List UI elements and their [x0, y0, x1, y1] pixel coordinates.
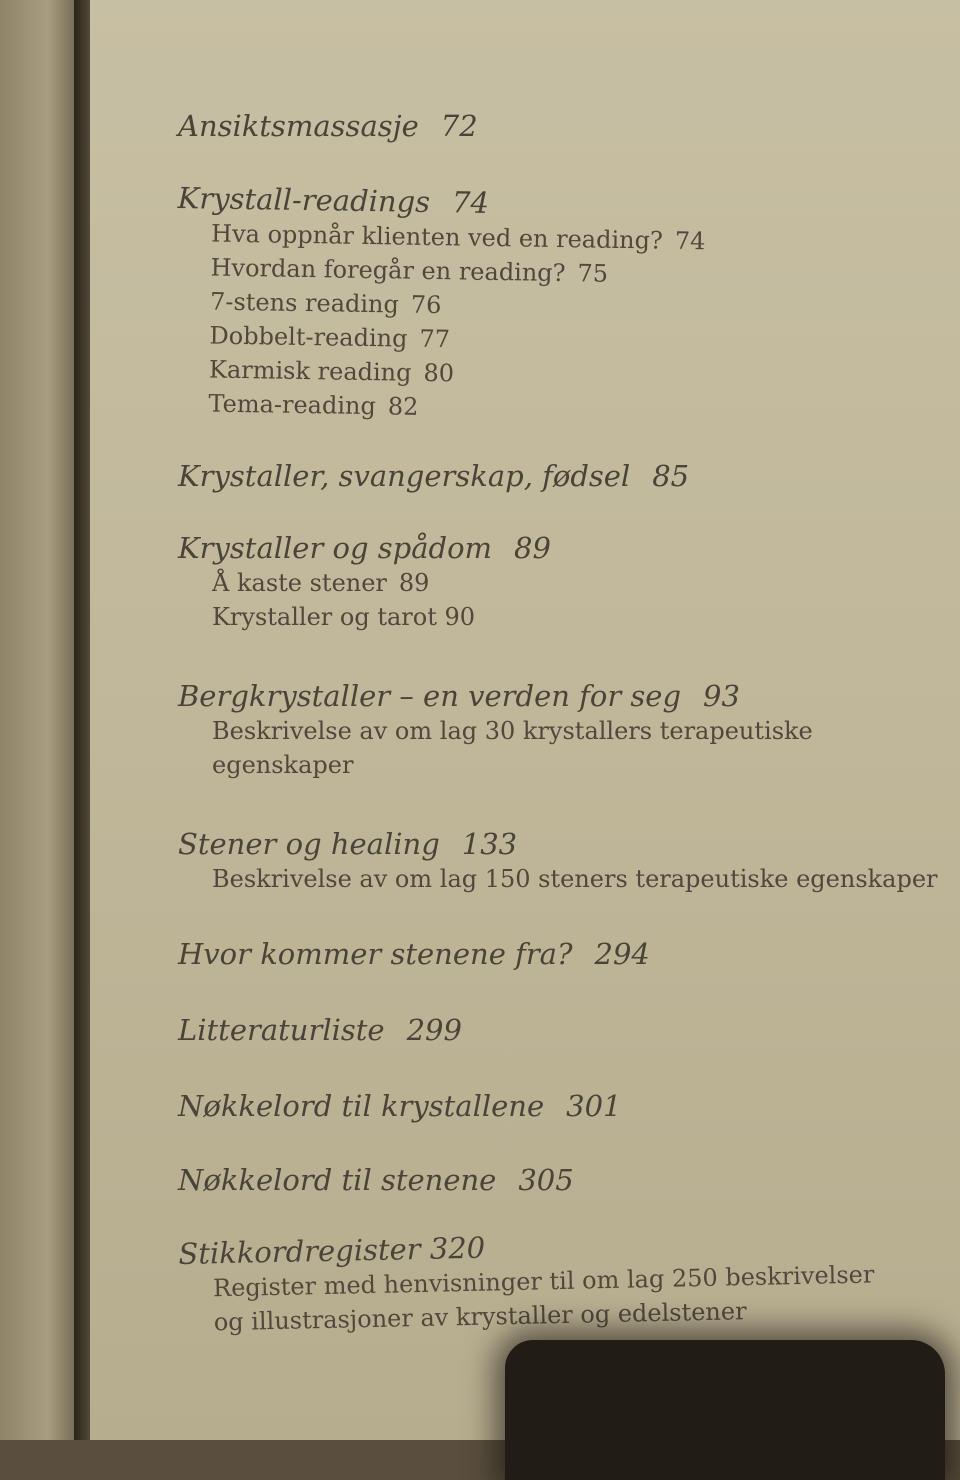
- toc-entry: [178, 530, 938, 634]
- toc-heading: [178, 678, 938, 714]
- heading-page: 305: [518, 1163, 574, 1197]
- toc-heading: [178, 530, 938, 566]
- toc-entry: [178, 1220, 940, 1340]
- heading-title: Krystaller og spådom: [178, 531, 493, 565]
- toc-entry: [174, 180, 938, 432]
- toc-heading: [178, 1012, 938, 1048]
- toc-entry: [178, 826, 938, 896]
- book-page: [90, 0, 960, 1440]
- heading-title: Nøkkelord til krystallene: [178, 1089, 545, 1123]
- left-page-edge: [0, 0, 80, 1440]
- toc-heading: [178, 936, 938, 972]
- toc-subentry: Beskrivelse av om lag 30 krystallers terapeutiske egenskaper: [212, 717, 813, 779]
- toc-subentry: Dobbelt-reading 77: [209, 321, 451, 354]
- toc-subentry: Tema-reading 82: [208, 389, 419, 421]
- toc-entry: [178, 458, 938, 494]
- heading-title: Stikkordregister 320: [178, 1230, 486, 1271]
- heading-page: 74: [451, 185, 490, 220]
- toc-heading: [178, 108, 938, 144]
- heading-title: Krystall-readings: [177, 180, 431, 219]
- heading-page: 93: [703, 679, 740, 713]
- toc-subentry: Register med henvisninger til om lag 250 beskrivelser og illustrasjoner av krystaller og edelstener: [212, 1260, 875, 1337]
- toc-heading: [178, 1088, 938, 1124]
- heading-page: 299: [406, 1013, 462, 1047]
- toc-entry: [178, 1088, 938, 1124]
- toc-subentry: Å kaste stener 89: [212, 569, 430, 597]
- toc-subentry: Krystaller og tarot 90: [212, 603, 476, 631]
- toc-subentry: Hva oppnår klienten ved en reading? 74: [210, 219, 706, 256]
- heading-page: 72: [440, 109, 478, 143]
- toc-entry: [178, 1162, 938, 1198]
- toc-heading: [178, 826, 938, 862]
- table-of-contents: [90, 0, 960, 1440]
- heading-page: 294: [594, 937, 650, 971]
- toc-entry: [178, 1012, 938, 1048]
- heading-title: Bergkrystaller – en verden for seg: [178, 679, 682, 713]
- toc-subentry: Karmisk reading 80: [208, 355, 455, 388]
- heading-title: Krystaller, svangerskap, fødsel: [178, 459, 631, 493]
- toc-subentry: 7-stens reading 76: [209, 287, 442, 320]
- toc-entry: [178, 678, 938, 782]
- heading-page: 133: [461, 827, 518, 861]
- toc-heading: [178, 458, 938, 494]
- heading-page: 89: [514, 531, 551, 565]
- toc-entry: [178, 108, 938, 144]
- thumb-shadow: [505, 1340, 945, 1480]
- heading-page: 85: [652, 459, 690, 493]
- heading-page: 301: [566, 1089, 622, 1123]
- toc-subentry: Beskrivelse av om lag 150 steners terapeutiske egenskaper: [212, 865, 938, 893]
- toc-heading: [178, 1162, 938, 1198]
- heading-title: Ansiktsmassasje: [178, 109, 419, 143]
- heading-title: Hvor kommer stenene fra?: [178, 937, 573, 971]
- heading-title: Nøkkelord til stenene: [178, 1163, 497, 1197]
- heading-title: Litteraturliste: [178, 1013, 385, 1047]
- heading-title: Stener og healing: [178, 827, 440, 861]
- toc-entry: [178, 936, 938, 972]
- toc-subentry: Hvordan foregår en reading? 75: [210, 253, 609, 288]
